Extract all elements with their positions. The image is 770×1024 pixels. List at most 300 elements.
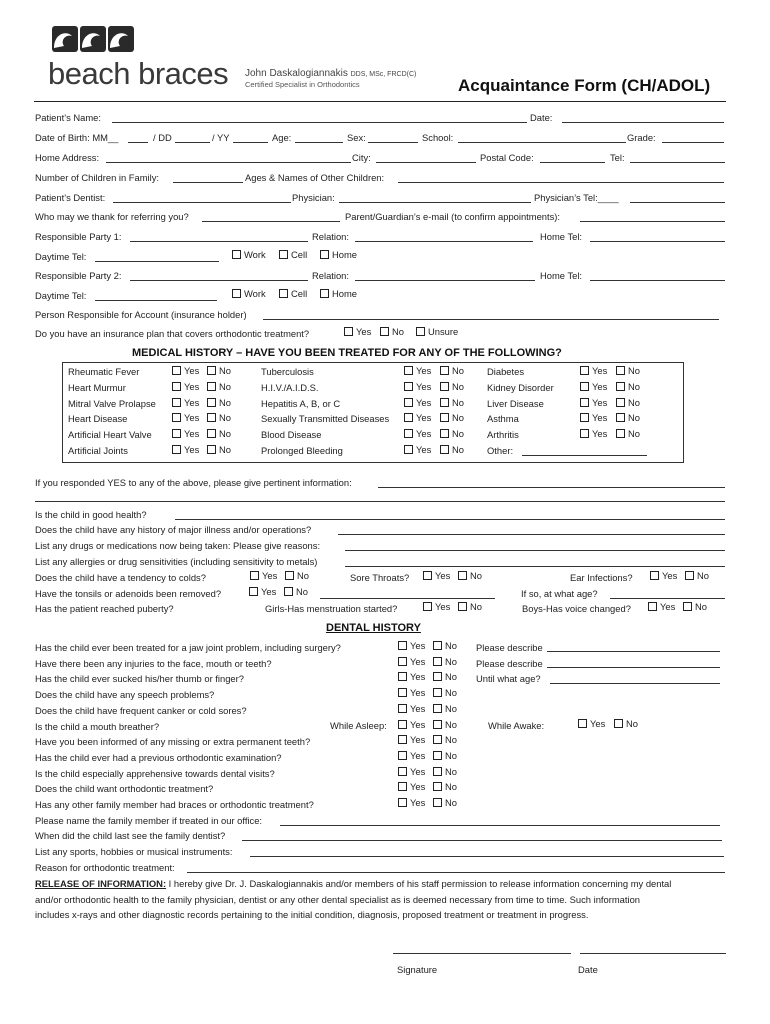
home-tel-1-label: Home Tel: bbox=[540, 231, 583, 242]
referral-field[interactable] bbox=[202, 221, 340, 222]
checkbox[interactable] bbox=[404, 382, 413, 391]
dentist-label: Patient’s Dentist: bbox=[35, 192, 106, 203]
tel-label: Tel: bbox=[610, 152, 625, 163]
until-age-field[interactable] bbox=[550, 683, 720, 684]
checkbox[interactable] bbox=[398, 688, 407, 697]
home-tel-2-field[interactable] bbox=[590, 280, 725, 281]
ear-infections-yes[interactable]: Yes bbox=[650, 570, 677, 581]
wave-icon bbox=[108, 26, 134, 52]
checkbox[interactable] bbox=[398, 672, 407, 681]
work-2-option[interactable]: Work bbox=[232, 288, 266, 299]
date-label: Date: bbox=[530, 112, 553, 123]
home-2-option[interactable]: Home bbox=[320, 288, 357, 299]
release-label: RELEASE OF INFORMATION: bbox=[35, 878, 167, 889]
checkbox[interactable] bbox=[284, 587, 293, 596]
sports-field[interactable] bbox=[250, 856, 724, 857]
checkbox[interactable] bbox=[398, 641, 407, 650]
checkbox[interactable] bbox=[232, 250, 241, 259]
checkbox[interactable] bbox=[580, 382, 589, 391]
pertinent-field-2[interactable] bbox=[35, 501, 725, 502]
medical-yes-option[interactable]: Yes bbox=[172, 412, 199, 423]
checkbox[interactable] bbox=[616, 398, 625, 407]
checkbox[interactable] bbox=[398, 798, 407, 807]
cell-1-option[interactable]: Cell bbox=[279, 249, 307, 260]
major-illness-field[interactable] bbox=[338, 534, 725, 535]
dental-question-label: Has any other family member had braces or orthodontic treatment? bbox=[35, 799, 314, 810]
dental-question-label: Has the child ever had a previous orthodontic examination? bbox=[35, 751, 282, 763]
checkbox[interactable] bbox=[580, 366, 589, 375]
medical-condition-label: Tuberculosis bbox=[261, 366, 314, 377]
girls-no[interactable]: No bbox=[458, 601, 482, 612]
dental-question-label: Is the child especially apprehensive towards dental visits? bbox=[35, 767, 275, 779]
medical-condition-label: Rheumatic Fever bbox=[68, 366, 140, 377]
checkbox[interactable] bbox=[344, 327, 353, 336]
physician-label: Physician: bbox=[292, 192, 335, 203]
checkbox[interactable] bbox=[580, 398, 589, 407]
dental-no-option[interactable]: No bbox=[433, 687, 457, 698]
checkbox[interactable] bbox=[416, 327, 425, 336]
medical-history-heading: MEDICAL HISTORY – HAVE YOU BEEN TREATED FOR ANY OF THE FOLLOWING? bbox=[132, 347, 562, 359]
home-tel-2-label: Home Tel: bbox=[540, 270, 583, 281]
medical-yes-option[interactable]: Yes bbox=[580, 412, 607, 423]
checkbox[interactable] bbox=[433, 688, 442, 697]
medical-yes-option[interactable]: Yes bbox=[580, 397, 607, 408]
patient-name-label: Patient’s Name: bbox=[35, 112, 102, 123]
checkbox[interactable] bbox=[433, 798, 442, 807]
if-so-label: If so, at what age? bbox=[521, 588, 598, 599]
checkbox[interactable] bbox=[380, 327, 389, 336]
medical-no-option[interactable]: No bbox=[616, 412, 640, 423]
form-title: Acquaintance Form (CH/ADOL) bbox=[458, 76, 711, 95]
checkbox[interactable] bbox=[440, 445, 449, 454]
dental-yes-option[interactable]: Yes bbox=[398, 671, 425, 682]
dental-no-option[interactable]: No bbox=[433, 671, 457, 682]
dental-yes-option[interactable]: Yes bbox=[398, 750, 425, 761]
dental-question-label: Has the child ever sucked his/her thumb or finger? bbox=[35, 673, 244, 685]
checkbox[interactable] bbox=[423, 571, 432, 580]
medical-condition-label: Diabetes bbox=[487, 366, 525, 377]
medical-condition-label: Heart Murmur bbox=[68, 381, 126, 393]
medical-yes-option[interactable]: Yes bbox=[172, 444, 199, 455]
allergies-field[interactable] bbox=[345, 566, 725, 567]
relation-1-label: Relation: bbox=[312, 231, 350, 242]
medical-no-option[interactable]: No bbox=[440, 381, 464, 392]
checkbox[interactable] bbox=[232, 289, 241, 298]
checkbox[interactable] bbox=[440, 398, 449, 407]
dental-no-option[interactable]: No bbox=[433, 766, 457, 777]
daytime-tel-1-field[interactable] bbox=[95, 261, 219, 262]
address-label: Home Address: bbox=[35, 152, 100, 163]
medical-no-option[interactable]: No bbox=[440, 397, 464, 408]
medical-no-option[interactable]: No bbox=[207, 412, 231, 423]
checkbox[interactable] bbox=[404, 445, 413, 454]
dob-mm-field[interactable] bbox=[128, 142, 148, 143]
dental-no-option[interactable]: No bbox=[433, 703, 457, 714]
dental-no-option[interactable]: No bbox=[433, 734, 457, 745]
dental-no-option[interactable]: No bbox=[433, 750, 457, 761]
colds-yes[interactable]: Yes bbox=[250, 570, 277, 581]
checkbox[interactable] bbox=[172, 398, 181, 407]
city-label: City: bbox=[352, 152, 371, 163]
family-member-label: Please name the family member if treated in our office: bbox=[35, 815, 263, 826]
checkbox[interactable] bbox=[440, 429, 449, 438]
dental-yes-option[interactable]: Yes bbox=[398, 766, 425, 777]
tonsils-label: Have the tonsils or adenoids been removed? bbox=[35, 588, 222, 599]
checkbox[interactable] bbox=[433, 672, 442, 681]
ages-field[interactable] bbox=[398, 182, 724, 183]
medical-condition-label: Kidney Disorder bbox=[487, 381, 554, 393]
children-field[interactable] bbox=[173, 182, 243, 183]
checkbox[interactable] bbox=[433, 641, 442, 650]
school-field[interactable] bbox=[458, 142, 626, 143]
checkbox[interactable] bbox=[320, 250, 329, 259]
checkbox[interactable] bbox=[279, 289, 288, 298]
dental-yes-option[interactable]: Yes bbox=[398, 719, 425, 730]
checkbox[interactable] bbox=[580, 413, 589, 422]
daytime-tel-2-field[interactable] bbox=[95, 300, 217, 301]
school-label: School: bbox=[422, 132, 454, 143]
postal-field[interactable] bbox=[540, 162, 605, 163]
relation-1-field[interactable] bbox=[355, 241, 533, 242]
daytime-tel-1-label: Daytime Tel: bbox=[35, 251, 87, 262]
checkbox[interactable] bbox=[578, 719, 587, 728]
reason-label: Reason for orthodontic treatment: bbox=[35, 862, 175, 873]
dental-question-label: Does the child have frequent canker or cold sores? bbox=[35, 704, 247, 716]
dob-dd-label: / DD bbox=[153, 132, 172, 143]
checkbox[interactable] bbox=[250, 571, 259, 580]
checkbox[interactable] bbox=[580, 429, 589, 438]
checkbox[interactable] bbox=[404, 429, 413, 438]
signature-field[interactable] bbox=[393, 953, 571, 954]
physician-tel-label: Physician’s Tel:____ bbox=[534, 192, 619, 203]
dental-no-option[interactable]: No bbox=[433, 797, 457, 808]
checkbox[interactable] bbox=[398, 767, 407, 776]
dental-question-label: Does the child have any speech problems? bbox=[35, 689, 215, 701]
medical-no-option[interactable]: No bbox=[440, 444, 464, 455]
checkbox[interactable] bbox=[648, 602, 657, 611]
medical-no-option[interactable]: No bbox=[207, 428, 231, 439]
boys-yes[interactable]: Yes bbox=[648, 601, 675, 612]
age-field[interactable] bbox=[295, 142, 343, 143]
drugs-field[interactable] bbox=[345, 550, 725, 551]
girls-yes[interactable]: Yes bbox=[423, 601, 450, 612]
checkbox[interactable] bbox=[433, 657, 442, 666]
family-member-field[interactable] bbox=[280, 825, 720, 826]
until-age-label: Until what age? bbox=[476, 673, 541, 684]
dental-yes-option[interactable]: Yes bbox=[398, 703, 425, 714]
checkbox[interactable] bbox=[423, 602, 432, 611]
postal-label: Postal Code: bbox=[480, 152, 534, 163]
checkbox[interactable] bbox=[398, 751, 407, 760]
medical-condition-label: Artificial Heart Valve bbox=[68, 429, 152, 441]
while-awake-yes[interactable]: Yes bbox=[578, 718, 605, 729]
medical-condition-label: Blood Disease bbox=[261, 429, 322, 441]
medical-no-option[interactable]: No bbox=[207, 365, 231, 376]
sore-throats-label: Sore Throats? bbox=[350, 572, 410, 583]
checkbox[interactable] bbox=[285, 571, 294, 580]
describe-2-field[interactable] bbox=[547, 667, 720, 668]
medical-yes-option[interactable]: Yes bbox=[580, 381, 607, 392]
checkbox[interactable] bbox=[433, 735, 442, 744]
responsible-1-label: Responsible Party 1: bbox=[35, 231, 122, 242]
medical-no-option[interactable]: No bbox=[616, 428, 640, 439]
home-tel-1-field[interactable] bbox=[590, 241, 725, 242]
wave-icon bbox=[80, 26, 106, 52]
if-so-field[interactable] bbox=[610, 598, 725, 599]
dental-yes-option[interactable]: Yes bbox=[398, 734, 425, 745]
dental-no-option[interactable]: No bbox=[433, 781, 457, 792]
dental-no-option[interactable]: No bbox=[433, 640, 457, 651]
dental-question-label: Has the child ever been treated for a jaw joint problem, including surgery? bbox=[35, 642, 341, 653]
medical-condition-label: Artificial Joints bbox=[68, 445, 128, 456]
medical-yes-option[interactable]: Yes bbox=[404, 444, 431, 455]
checkbox[interactable] bbox=[398, 720, 407, 729]
girls-label: Girls-Has menstruation started? bbox=[265, 603, 398, 614]
checkbox[interactable] bbox=[207, 382, 216, 391]
account-field[interactable] bbox=[263, 319, 719, 320]
medical-yes-option[interactable]: Yes bbox=[580, 428, 607, 439]
tonsils-details-field[interactable] bbox=[320, 598, 495, 599]
ear-infections-no[interactable]: No bbox=[685, 570, 709, 581]
colds-label: Does the child have a tendency to colds? bbox=[35, 572, 206, 583]
checkbox[interactable] bbox=[614, 719, 623, 728]
relation-2-label: Relation: bbox=[312, 270, 350, 281]
medical-condition-label: Sexually Transmitted Diseases bbox=[261, 413, 390, 425]
checkbox[interactable] bbox=[440, 366, 449, 375]
dental-question-label: Does the child want orthodontic treatment? bbox=[35, 783, 214, 795]
checkbox[interactable] bbox=[207, 445, 216, 454]
checkbox[interactable] bbox=[440, 382, 449, 391]
good-health-field[interactable] bbox=[175, 519, 725, 520]
responsible-2-field[interactable] bbox=[130, 280, 308, 281]
release-line-2: and/or orthodontic health to the family physician, dentist or any other dental specialist as is deemed necessary from time to time. Such information bbox=[35, 894, 640, 905]
checkbox[interactable] bbox=[172, 382, 181, 391]
while-asleep-label: While Asleep: bbox=[330, 720, 387, 731]
medical-condition-label: Liver Disease bbox=[487, 397, 544, 409]
medical-condition-label: Asthma bbox=[487, 413, 519, 425]
dentist-field[interactable] bbox=[113, 202, 291, 203]
colds-no[interactable]: No bbox=[285, 570, 309, 581]
good-health-label: Is the child in good health? bbox=[35, 509, 147, 520]
checkbox[interactable] bbox=[172, 445, 181, 454]
tonsils-yes[interactable]: Yes bbox=[249, 586, 276, 597]
physician-field[interactable] bbox=[339, 202, 531, 203]
dob-yy-label: / YY bbox=[212, 132, 230, 143]
grade-field[interactable] bbox=[662, 142, 724, 143]
checkbox[interactable] bbox=[458, 602, 467, 611]
header-divider bbox=[34, 101, 726, 102]
describe-1-label: Please describe bbox=[476, 642, 543, 653]
medical-other-field[interactable] bbox=[522, 455, 647, 456]
ear-infections-label: Ear Infections? bbox=[570, 572, 633, 583]
boys-no[interactable]: No bbox=[683, 601, 707, 612]
checkbox[interactable] bbox=[404, 366, 413, 375]
while-awake-label: While Awake: bbox=[488, 720, 545, 731]
medical-no-option[interactable]: No bbox=[616, 397, 640, 408]
responsible-2-label: Responsible Party 2: bbox=[35, 270, 122, 281]
doctor-name: John Daskalogiannakis DDS, MSc, FRCD(C) bbox=[245, 68, 417, 79]
wave-icon bbox=[52, 26, 78, 52]
checkbox[interactable] bbox=[685, 571, 694, 580]
checkbox[interactable] bbox=[398, 782, 407, 791]
insurance-yes[interactable]: Yes bbox=[344, 326, 371, 337]
medical-yes-option[interactable]: Yes bbox=[404, 381, 431, 392]
insurance-label: Do you have an insurance plan that covers orthodontic treatment? bbox=[35, 328, 310, 339]
dental-yes-option[interactable]: Yes bbox=[398, 656, 425, 667]
checkbox[interactable] bbox=[433, 751, 442, 760]
describe-1-field[interactable] bbox=[547, 651, 720, 652]
medical-no-option[interactable]: No bbox=[440, 428, 464, 439]
drugs-label: List any drugs or medications now being taken: Please give reasons: bbox=[35, 540, 321, 551]
medical-yes-option[interactable]: Yes bbox=[172, 365, 199, 376]
referral-label: Who may we thank for referring you? bbox=[35, 211, 189, 222]
medical-no-option[interactable]: No bbox=[440, 412, 464, 423]
medical-no-option[interactable]: No bbox=[440, 365, 464, 376]
checkbox[interactable] bbox=[320, 289, 329, 298]
puberty-label: Has the patient reached puberty? bbox=[35, 603, 174, 614]
checkbox[interactable] bbox=[683, 602, 692, 611]
describe-2-label: Please describe bbox=[476, 658, 543, 669]
medical-yes-option[interactable]: Yes bbox=[172, 381, 199, 392]
relation-2-field[interactable] bbox=[355, 280, 535, 281]
doctor-title: Certified Specialist in Orthodontics bbox=[245, 80, 360, 89]
dental-yes-option[interactable]: Yes bbox=[398, 687, 425, 698]
medical-no-option[interactable]: No bbox=[616, 365, 640, 376]
medical-yes-option[interactable]: Yes bbox=[404, 365, 431, 376]
dental-history-heading: DENTAL HISTORY bbox=[326, 622, 421, 634]
insurance-unsure[interactable]: Unsure bbox=[416, 326, 458, 337]
medical-no-option[interactable]: No bbox=[207, 444, 231, 455]
cell-2-option[interactable]: Cell bbox=[279, 288, 307, 299]
sex-label: Sex: bbox=[347, 132, 366, 143]
checkbox[interactable] bbox=[207, 398, 216, 407]
last-dentist-field[interactable] bbox=[242, 840, 722, 841]
medical-yes-option[interactable]: Yes bbox=[404, 397, 431, 408]
medical-condition-label: H.I.V./A.I.D.S. bbox=[261, 381, 319, 393]
age-label: Age: bbox=[272, 132, 292, 143]
checkbox[interactable] bbox=[433, 767, 442, 776]
checkbox[interactable] bbox=[279, 250, 288, 259]
last-dentist-label: When did the child last see the family dentist? bbox=[35, 830, 226, 841]
physician-tel-field[interactable] bbox=[630, 202, 725, 203]
dental-yes-option[interactable]: Yes bbox=[398, 781, 425, 792]
address-field[interactable] bbox=[106, 162, 351, 163]
insurance-no[interactable]: No bbox=[380, 326, 404, 337]
medical-no-option[interactable]: No bbox=[207, 381, 231, 392]
reason-field[interactable] bbox=[187, 872, 725, 873]
dob-dd-field[interactable] bbox=[175, 142, 210, 143]
checkbox[interactable] bbox=[207, 429, 216, 438]
signature-date-field[interactable] bbox=[580, 953, 726, 954]
dob-yy-field[interactable] bbox=[233, 142, 268, 143]
signature-date-label: Date bbox=[578, 964, 598, 975]
medical-no-option[interactable]: No bbox=[616, 381, 640, 392]
major-illness-label: Does the child have any history of major illness and/or operations? bbox=[35, 524, 312, 535]
checkbox[interactable] bbox=[172, 413, 181, 422]
responsible-1-field[interactable] bbox=[130, 241, 308, 242]
medical-yes-option[interactable]: Yes bbox=[580, 365, 607, 376]
checkbox[interactable] bbox=[249, 587, 258, 596]
account-label: Person Responsible for Account (insurance holder) bbox=[35, 309, 247, 320]
medical-condition-label: Heart Disease bbox=[68, 413, 128, 425]
guardian-email-field[interactable] bbox=[580, 221, 725, 222]
checkbox[interactable] bbox=[404, 398, 413, 407]
work-1-option[interactable]: Work bbox=[232, 249, 266, 260]
medical-condition-label: Mitral Valve Prolapse bbox=[68, 397, 156, 409]
checkbox[interactable] bbox=[650, 571, 659, 580]
dental-question-label: Have there been any injuries to the face, mouth or teeth? bbox=[35, 657, 272, 669]
tonsils-no[interactable]: No bbox=[284, 586, 308, 597]
medical-yes-option[interactable]: Yes bbox=[172, 397, 199, 408]
medical-yes-option[interactable]: Yes bbox=[404, 428, 431, 439]
medical-condition-label: Arthritis bbox=[487, 429, 519, 441]
checkbox[interactable] bbox=[398, 735, 407, 744]
checkbox[interactable] bbox=[616, 382, 625, 391]
checkbox[interactable] bbox=[433, 704, 442, 713]
medical-condition-label: Prolonged Bleeding bbox=[261, 445, 343, 456]
checkbox[interactable] bbox=[433, 782, 442, 791]
grade-label: Grade: bbox=[627, 132, 656, 143]
release-line-1: RELEASE OF INFORMATION: I hereby give Dr. J. Daskalogiannakis and/or members of his staff permission to release information concerning my dental bbox=[35, 878, 672, 889]
pertinent-label: If you responded YES to any of the above, please give pertinent information: bbox=[35, 477, 352, 488]
patient-name-field[interactable] bbox=[112, 122, 527, 123]
checkbox[interactable] bbox=[404, 413, 413, 422]
daytime-tel-2-label: Daytime Tel: bbox=[35, 290, 87, 301]
checkbox[interactable] bbox=[616, 429, 625, 438]
sex-field[interactable] bbox=[368, 142, 418, 143]
guardian-email-label: Parent/Guardian’s e-mail (to confirm appointments): bbox=[345, 211, 561, 222]
sore-throats-no[interactable]: No bbox=[458, 570, 482, 581]
pertinent-field[interactable] bbox=[378, 487, 725, 488]
dental-yes-option[interactable]: Yes bbox=[398, 640, 425, 651]
children-label: Number of Children in Family: bbox=[35, 172, 159, 183]
brand-name: beach braces bbox=[48, 56, 229, 91]
dob-label: Date of Birth: MM__ bbox=[35, 132, 119, 143]
medical-other-label: Other: bbox=[487, 445, 514, 456]
checkbox[interactable] bbox=[172, 429, 181, 438]
dental-yes-option[interactable]: Yes bbox=[398, 797, 425, 808]
dental-question-label: Have you been informed of any missing or extra permanent teeth? bbox=[35, 736, 311, 748]
medical-no-option[interactable]: No bbox=[207, 397, 231, 408]
dental-no-option[interactable]: No bbox=[433, 656, 457, 667]
sports-label: List any sports, hobbies or musical instruments: bbox=[35, 846, 233, 857]
while-awake-no[interactable]: No bbox=[614, 718, 638, 729]
dental-no-option[interactable]: No bbox=[433, 719, 457, 730]
checkbox[interactable] bbox=[440, 413, 449, 422]
checkbox[interactable] bbox=[433, 720, 442, 729]
checkbox[interactable] bbox=[458, 571, 467, 580]
medical-yes-option[interactable]: Yes bbox=[404, 412, 431, 423]
medical-condition-label: Hepatitis A, B, or C bbox=[261, 397, 341, 409]
checkbox[interactable] bbox=[207, 413, 216, 422]
checkbox[interactable] bbox=[398, 704, 407, 713]
signature-label: Signature bbox=[397, 964, 438, 975]
city-field[interactable] bbox=[376, 162, 476, 163]
tel-field[interactable] bbox=[630, 162, 725, 163]
boys-label: Boys-Has voice changed? bbox=[522, 603, 631, 614]
medical-yes-option[interactable]: Yes bbox=[172, 428, 199, 439]
checkbox[interactable] bbox=[172, 366, 181, 375]
allergies-label: List any allergies or drug sensitivities (including sensitivity to metals) bbox=[35, 556, 318, 567]
date-field[interactable] bbox=[562, 122, 724, 123]
home-1-option[interactable]: Home bbox=[320, 249, 357, 260]
checkbox[interactable] bbox=[616, 366, 625, 375]
dental-question-label: Is the child a mouth breather? bbox=[35, 720, 160, 732]
checkbox[interactable] bbox=[398, 657, 407, 666]
checkbox[interactable] bbox=[616, 413, 625, 422]
sore-throats-yes[interactable]: Yes bbox=[423, 570, 450, 581]
checkbox[interactable] bbox=[207, 366, 216, 375]
